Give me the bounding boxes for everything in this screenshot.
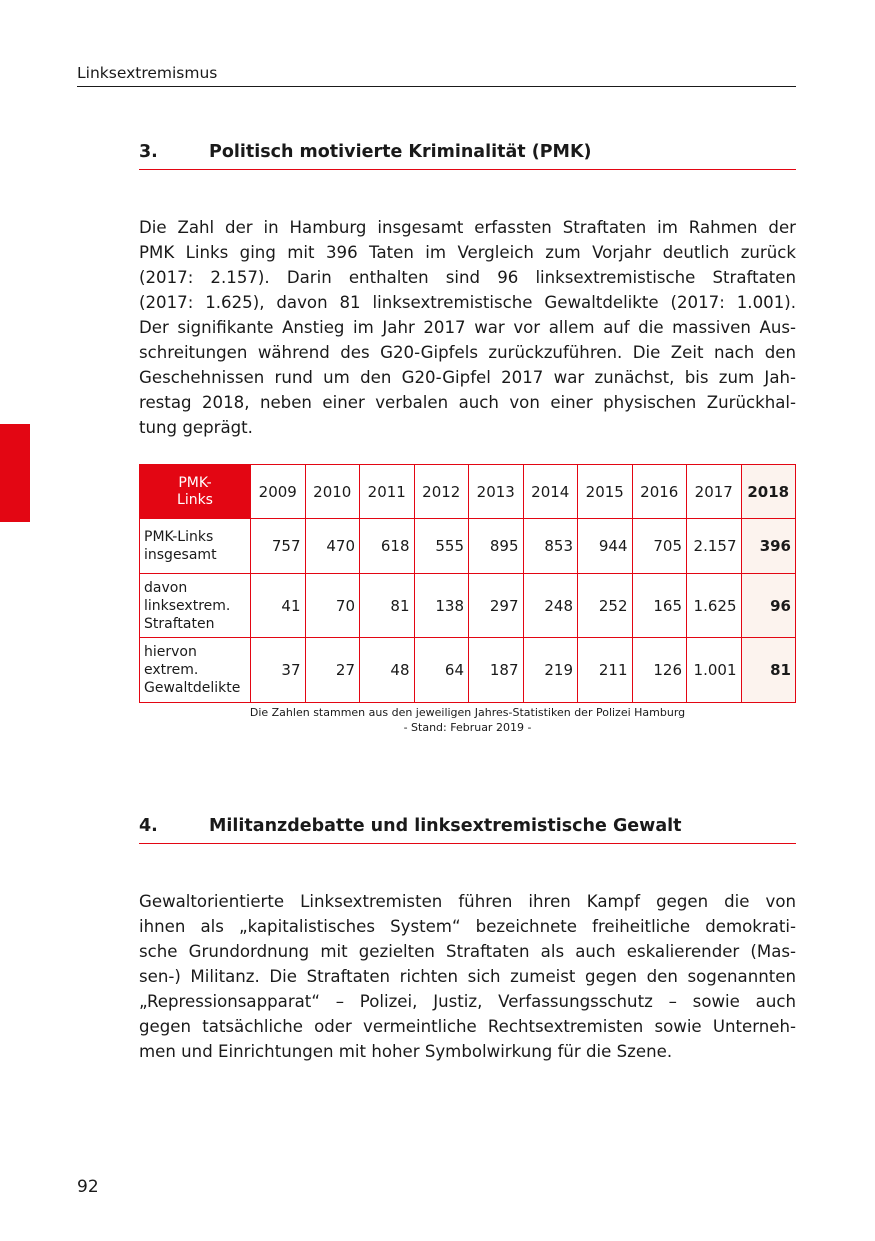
corner-line: Links xyxy=(177,491,213,508)
table-cell: 37 xyxy=(251,638,306,703)
year-header: 2013 xyxy=(469,465,524,519)
table-cell: 853 xyxy=(523,519,578,574)
year-header: 2010 xyxy=(305,465,360,519)
year-header: 2012 xyxy=(414,465,469,519)
row-label-line: insgesamt xyxy=(144,547,217,563)
paragraph-line: (2017: 1.625), davon 81 linksextremistische Gewaltdelikte (2017: 1.001). xyxy=(139,293,796,312)
table-cell-highlighted: 96 xyxy=(741,574,796,638)
section-4-paragraph xyxy=(139,889,796,1064)
paragraph-line: Die Zahl der in Hamburg insgesamt erfassten Straftaten im Rahmen der xyxy=(139,218,796,237)
row-label xyxy=(140,574,251,638)
chapter-marker-tab xyxy=(0,424,30,522)
table-cell: 252 xyxy=(578,574,633,638)
table-cell: 248 xyxy=(523,574,578,638)
table-cell: 64 xyxy=(414,638,469,703)
table-header-row xyxy=(140,465,796,519)
table-cell: 219 xyxy=(523,638,578,703)
table-cell-highlighted: 81 xyxy=(741,638,796,703)
year-header: 2009 xyxy=(251,465,306,519)
section-4-number: 4. xyxy=(139,816,158,836)
paragraph-line: gegen tatsächliche oder vermeintliche Rechtsextremisten sowie Unterneh- xyxy=(139,1017,796,1036)
section-3-paragraph xyxy=(139,215,796,440)
table-cell: 48 xyxy=(360,638,415,703)
table-cell: 187 xyxy=(469,638,524,703)
table-cell: 555 xyxy=(414,519,469,574)
table-cell: 895 xyxy=(469,519,524,574)
table-caption xyxy=(139,705,796,735)
table-corner-cell xyxy=(140,465,251,519)
paragraph-line: ihnen als „kapitalistisches System“ bezeichnete freiheitliche demokrati- xyxy=(139,917,796,936)
page-number: 92 xyxy=(77,1177,99,1197)
pmk-statistics-table xyxy=(139,464,796,703)
running-head: Linksextremismus xyxy=(77,64,796,87)
table-cell: 705 xyxy=(632,519,687,574)
paragraph-line: (2017: 2.157). Darin enthalten sind 96 linksextremistische Straftaten xyxy=(139,268,796,287)
section-4-title: Militanzdebatte und linksextremistische Gewalt xyxy=(209,816,682,836)
section-4-heading xyxy=(139,816,796,844)
table-cell: 944 xyxy=(578,519,633,574)
section-3-number: 3. xyxy=(139,142,158,162)
row-label-line: linksextrem. xyxy=(144,597,231,614)
table-cell: 470 xyxy=(305,519,360,574)
paragraph-line: Gewaltorientierte Linksextremisten führen ihren Kampf gegen die von xyxy=(139,892,796,911)
paragraph-line: tung geprägt. xyxy=(139,418,253,437)
year-header: 2011 xyxy=(360,465,415,519)
year-header: 2017 xyxy=(687,465,742,519)
table-cell: 757 xyxy=(251,519,306,574)
table-cell: 1.625 xyxy=(687,574,742,638)
row-label-line: PMK-Links xyxy=(144,529,214,545)
paragraph-line: PMK Links ging mit 396 Taten im Vergleich zum Vorjahr deutlich zurück xyxy=(139,243,796,262)
paragraph-line: schreitungen während des G20-Gipfels zurückzuführen. Die Zeit nach den xyxy=(139,343,796,362)
paragraph-line: restag 2018, neben einer verbalen auch von einer physischen Zurückhal- xyxy=(139,393,796,412)
table-cell-highlighted: 396 xyxy=(741,519,796,574)
paragraph-line: Der signifikante Anstieg im Jahr 2017 war vor allem auf die massiven Aus- xyxy=(139,318,796,337)
table-cell: 165 xyxy=(632,574,687,638)
table-cell: 618 xyxy=(360,519,415,574)
section-3-heading xyxy=(139,142,796,170)
paragraph-line: „Repressionsapparat“ – Polizei, Justiz, Verfassungsschutz – sowie auch xyxy=(139,992,796,1011)
year-header: 2014 xyxy=(523,465,578,519)
year-header: 2015 xyxy=(578,465,633,519)
table-cell: 41 xyxy=(251,574,306,638)
table-cell: 1.001 xyxy=(687,638,742,703)
table-row xyxy=(140,519,796,574)
corner-line: PMK- xyxy=(178,474,212,491)
table-row xyxy=(140,574,796,638)
caption-line: Die Zahlen stammen aus den jeweiligen Jahres-Statistiken der Polizei Hamburg xyxy=(249,706,686,719)
row-label-line: Gewaltdelikte xyxy=(144,680,241,696)
paragraph-line: sche Grundordnung mit gezielten Straftaten als auch eskalierender (Mas- xyxy=(139,942,796,961)
paragraph-line: men und Einrichtungen mit hoher Symbolwirkung für die Szene. xyxy=(139,1042,673,1061)
paragraph-line: Geschehnissen rund um den G20-Gipfel 2017 war zunächst, bis zum Jah- xyxy=(139,368,796,387)
row-label xyxy=(140,519,251,574)
table-cell: 70 xyxy=(305,574,360,638)
row-label-line: davon xyxy=(144,579,188,596)
paragraph-line: sen-) Militanz. Die Straftaten richten sich zumeist gegen den sogenannten xyxy=(139,967,796,986)
table-cell: 27 xyxy=(305,638,360,703)
year-header: 2016 xyxy=(632,465,687,519)
table-cell: 126 xyxy=(632,638,687,703)
row-label xyxy=(140,638,251,703)
table-cell: 81 xyxy=(360,574,415,638)
table-cell: 211 xyxy=(578,638,633,703)
section-3-title: Politisch motivierte Kriminalität (PMK) xyxy=(209,142,592,162)
table-cell: 297 xyxy=(469,574,524,638)
row-label-line: Straftaten xyxy=(144,615,215,632)
table-cell: 2.157 xyxy=(687,519,742,574)
row-label-line: hiervon xyxy=(144,644,197,660)
year-header-highlighted: 2018 xyxy=(741,465,796,519)
table-row xyxy=(140,638,796,703)
caption-line: - Stand: Februar 2019 - xyxy=(403,721,532,734)
table-cell: 138 xyxy=(414,574,469,638)
row-label-line: extrem. xyxy=(144,662,199,678)
